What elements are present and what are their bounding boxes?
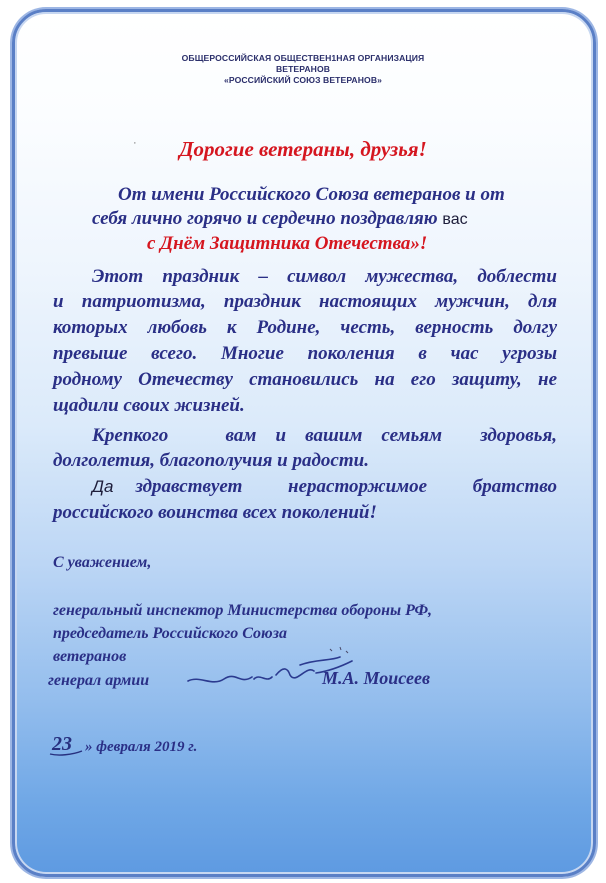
date-day: 23 [52,733,72,755]
closing-regards: С уважением, [53,554,152,571]
signatory-name: М.А. Моисеев [322,668,431,688]
body-line: родному Отечеству становились на его защиту, не [53,369,557,390]
body-text: себя лично горячо и сердечно поздравляю [92,208,438,229]
signatory-title-line: председатель Российского Союза [53,625,287,642]
signatory-rank: генерал армии [48,672,150,689]
signatory-title-line: генеральный инспектор Министерства обороны РФ, [53,602,433,619]
greeting-title: Дорогие ветераны, друзья! [179,137,427,161]
body-line: щадили своих жизней. [53,395,245,416]
handwritten-day [48,728,88,758]
header-line-3: «РОССИЙСКИЙ СОЮЗ ВЕТЕРАНОВ» [223,75,383,85]
organization-header [0,53,606,86]
dot-mark-icon: · [133,137,137,149]
header-line-1: ОБЩЕРОССИЙСКАЯ ОБЩЕСТВЕН1НАЯ ОРГАНИЗАЦИЯ [181,53,425,63]
signatory-title-line: ветеранов [53,648,127,665]
date-text: » февраля 2019 г. [85,739,198,755]
body-line [92,475,557,499]
body-text-plain: вас [442,211,468,228]
handwritten-signature [180,645,370,695]
body-text-plain: Да [92,477,114,496]
body-line: От имени Российского Союза ветеранов и от [118,184,505,205]
body-text: здравствует нерасторжимое братство [135,476,557,497]
body-line: Крепкого вам и вашим семьям здоровья, [92,425,557,446]
holiday-name: с Днём Защитника Отечества»! [147,233,428,254]
body-line [92,207,468,232]
body-line: которых любовь к Родине, честь, верность долгу [53,317,557,338]
header-line-2: ВЕТЕРАНОВ [275,64,331,74]
body-line: Этот праздник – символ мужества, доблести [92,266,557,287]
body-line: российского воинства всех поколений! [53,502,377,523]
body-line: превыше всего. Многие поколения в час угрозы [53,343,557,364]
body-line: и патриотизма, праздник настоящих мужчин, для [53,291,557,312]
body-line: долголетия, благополучия и радости. [53,450,369,471]
